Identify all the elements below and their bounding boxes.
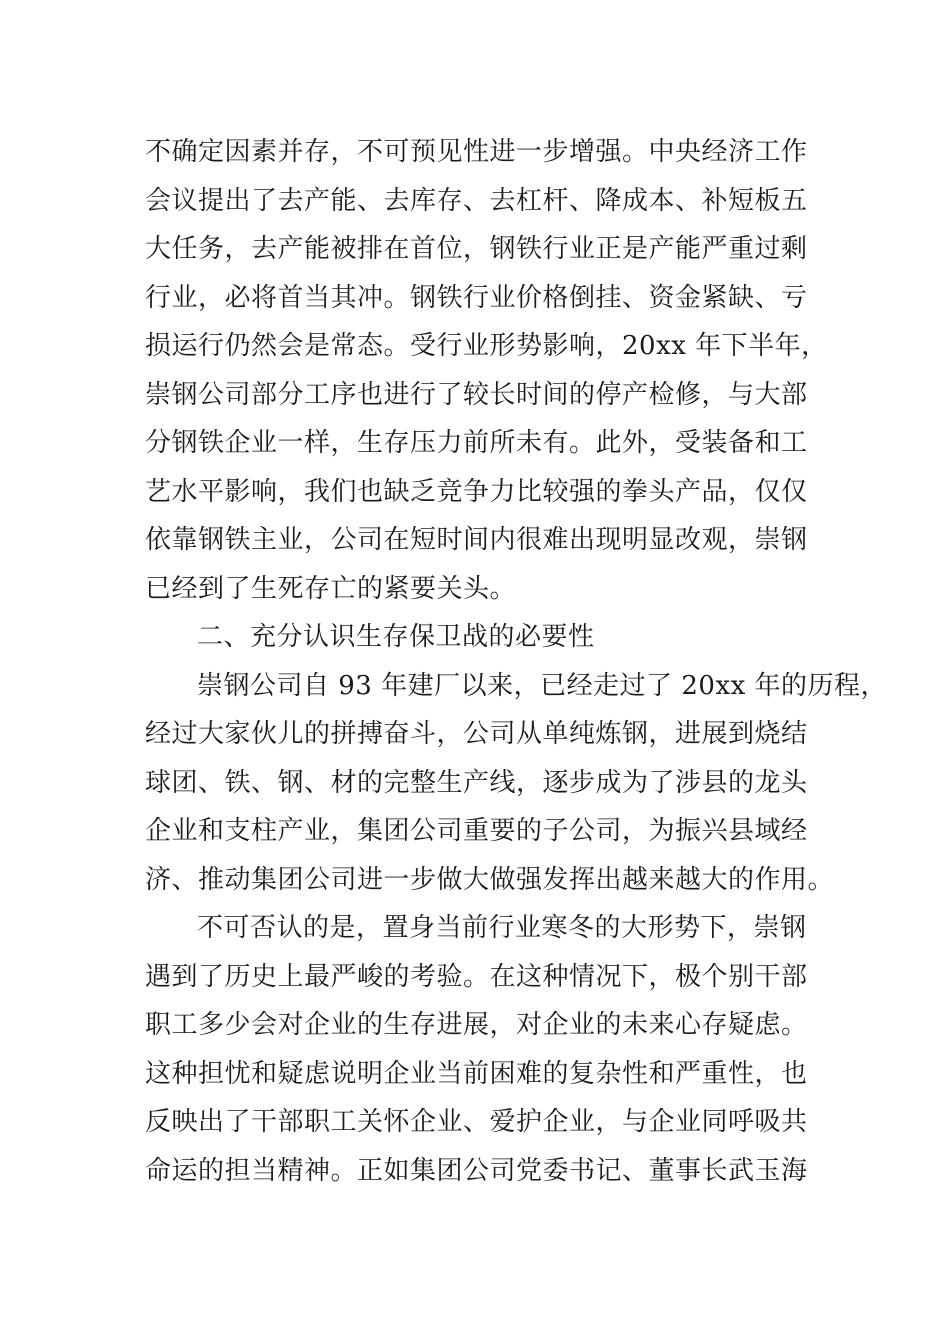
- paragraph-start-line: 不可否认的是，置身当前行业寒冬的大形势下，崇钢: [197, 913, 807, 943]
- text-line: 不确定因素并存，不可预见性进一步增强。中央经济工作: [145, 137, 808, 167]
- text-line: 职工多少会对企业的生存进展，对企业的未来心存疑虑。: [145, 1010, 808, 1040]
- text-line: 命运的担当精神。正如集团公司党委书记、董事长武玉海: [145, 1155, 808, 1186]
- text-line: 济、推动集团公司进一步做大做强发挥出越来越大的作用。: [145, 864, 835, 895]
- text-line: 损运行仍然会是常态。受行业形势影响，20xx 年下半年，: [145, 331, 828, 361]
- text-line: 已经到了生死存亡的紧要关头。: [145, 573, 517, 604]
- text-line: 遇到了历史上最严峻的考验。在这种情况下，极个别干部: [145, 961, 808, 992]
- paragraph-start-line: 崇钢公司自 93 年建厂以来，已经走过了 20xx 年的历程，: [197, 670, 888, 701]
- text-line: 经过大家伙儿的拼搏奋斗，公司从单纯炼钢，进展到烧结: [145, 719, 808, 749]
- text-line: 崇钢公司部分工序也进行了较长时间的停产检修，与大部: [145, 379, 808, 410]
- body-text: [145, 128, 888, 1195]
- section-heading: 二、充分认识生存保卫战的必要性: [197, 622, 595, 652]
- text-line: 分钢铁企业一样，生存压力前所未有。此外，受装备和工: [145, 428, 808, 458]
- text-line: 企业和支柱产业，集团公司重要的子公司，为振兴县域经: [145, 816, 808, 846]
- text-line: 艺水平影响，我们也缺乏竞争力比较强的拳头产品，仅仅: [145, 476, 808, 507]
- text-line: 依靠钢铁主业，公司在短时间内很难出现明显改观，崇钢: [145, 525, 808, 555]
- text-line: 大任务，去产能被排在首位，钢铁行业正是产能严重过剩: [145, 234, 808, 264]
- text-line: 行业，必将首当其冲。钢铁行业价格倒挂、资金紧缺、亏: [145, 282, 808, 313]
- text-line: 这种担忧和疑虑说明企业当前困难的复杂性和严重性，也: [145, 1058, 808, 1089]
- text-line: 会议提出了去产能、去库存、去杠杆、降成本、补短板五: [145, 185, 808, 216]
- text-line: 球团、铁、钢、材的完整生产线，逐步成为了涉县的龙头: [145, 767, 808, 798]
- text-line: 反映出了干部职工关怀企业、爱护企业，与企业同呼吸共: [145, 1107, 808, 1137]
